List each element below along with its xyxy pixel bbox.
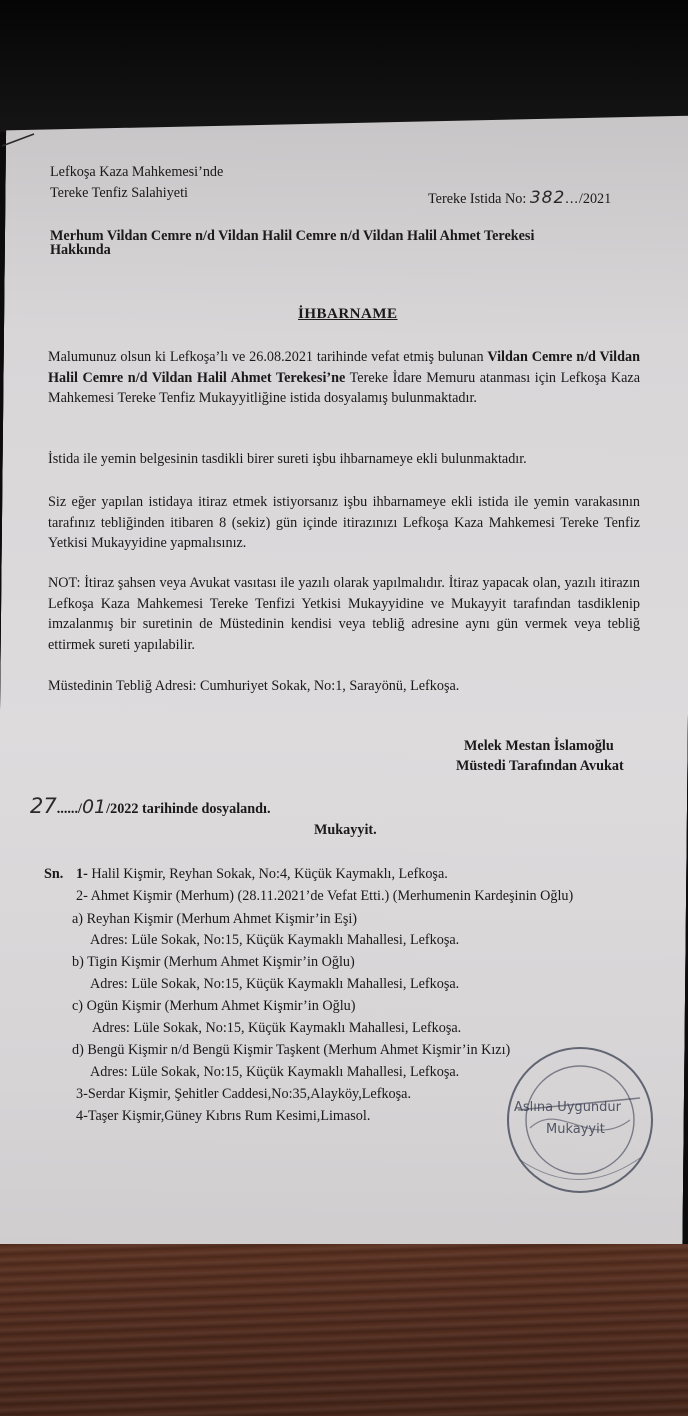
paragraph-1-text-b: Tereke İdare Memuru atanması için Lefkoşa Kaza Mahkemesi Tereke Tenfiz Mukayyitliğine istida dosyalamış bulunmaktadır. [48,369,641,406]
recipient-2a-name: a) Reyhan Kişmir (Merhum Ahmet Kişmir’in Eşi) [72,911,358,927]
recipients-label: Sn. [44,866,64,882]
case-year: /2021 [578,191,612,207]
subject-suffix: Hakkında [50,242,111,258]
paragraph-1-estate-name: Vildan Cemre n/d Vildan Halil Cemre n/d Vildan Halil Ahmet Terekesi’ne [48,349,640,386]
case-number-label: Tereke Istida No: [428,191,527,207]
paragraph-3 [48,492,640,554]
stamp-text-certified: Aslına Uygundur [514,1100,622,1115]
recipient-2d-name: d) Bengü Kişmir n/d Bengü Kişmir Taşkent (Merhum Ahmet Kişmir’in Kızı) [72,1042,511,1058]
recipient-4: 4-Taşer Kişmir,Güney Kıbrıs Rum Kesimi,Limasol. [76,1108,371,1124]
official-stamp [500,1040,660,1200]
recipient-2d-address: Adres: Lüle Sokak, No:15, Küçük Kaymaklı Mahallesi, Lefkoşa. [90,1064,460,1080]
paragraph-3-text: Siz eğer yapılan istidaya itiraz etmek istiyorsanız işbu ihbarnameye ekli istida ile yemin varakasının tarafınız tebliğinden itibaren 8 (sekiz) gün içinde itirazınızı Lefkoşa Kaza Mahkemesi Tereke Tenfiz Yetkisi Mukayyidine yapmalısınız. [48,494,640,551]
recipient-3: 3-Serdar Kişmir, Şehitler Caddesi,No:35,Alayköy,Lefkoşa. [76,1086,411,1102]
court-name: Lefkoşa Kaza Mahkemesi’nde [50,164,224,180]
paragraph-note-text: NOT: İtiraz şahsen veya Avukat vasıtası ile yazılı olarak yapılmalıdır. İtiraz yapacak olan, yazılı itirazın Lefkoşa Kaza Mahkemesi Tereke Tenfizi Yetkisi Mukayyidine ve Mukayyit tarafından tasdiklenip imzalanmış bir suretinin de Müstedinin kendisi veya tebliğ adresine aynı gün vermek veya tebliğ ettirmek sureti yapılabilir. [48,575,640,653]
paragraph-2-text: İstida ile yemin belgesinin tasdikli birer sureti işbu ihbarnameye ekli bulunmaktadır. [48,451,527,467]
stamp-text-registrar: Mukayyit [546,1122,605,1137]
recipient-2a-address: Adres: Lüle Sokak, No:15, Küçük Kaymaklı Mahallesi, Lefkoşa. [90,932,460,948]
recipient-1-text: Halil Kişmir, Reyhan Sokak, No:4, Küçük Kaymaklı, Lefkoşa. [87,866,448,882]
case-number-line: Tereke Istida No: 382.../2021 [428,188,612,208]
court-jurisdiction: Tereke Tenfiz Salahiyeti [50,185,188,201]
recipient-2b-address: Adres: Lüle Sokak, No:15, Küçük Kaymaklı Mahallesi, Lefkoşa. [90,976,460,992]
paragraph-note [48,573,640,655]
filing-day-handwritten: 27 [30,794,57,818]
service-address: Müstedinin Tebliğ Adresi: Cumhuriyet Sokak, No:1, Sarayönü, Lefkoşa. [48,678,460,694]
recipient-2c-address: Adres: Lüle Sokak, No:15, Küçük Kaymaklı Mahallesi, Lefkoşa. [92,1020,462,1036]
filing-date-text: /2022 tarihinde dosyalandı. [106,801,271,817]
filing-month-handwritten: 01 [81,796,107,818]
page-title: İHBARNAME [298,306,398,322]
registrar-label: Mukayyit. [314,822,377,838]
pen-mark-icon [0,128,40,150]
signatory-role: Müstedi Tarafından Avukat [456,758,624,774]
paragraph-1-text-a: Malumunuz olsun ki Lefkoşa’lı ve 26.08.2021 tarihinde vefat etmiş bulunan [48,349,488,365]
recipient-1: 1- Halil Kişmir, Reyhan Sokak, No:4, Küçük Kaymaklı, Lefkoşa. [76,866,448,882]
paragraph-2 [48,449,640,470]
recipient-2b-name: b) Tigin Kişmir (Merhum Ahmet Kişmir’in Oğlu) [72,954,355,970]
case-number-handwritten: 382 [529,188,566,208]
recipient-2c-name: c) Ogün Kişmir (Merhum Ahmet Kişmir’in Oğlu) [72,998,356,1014]
signatory-name: Melek Mestan İslamoğlu [464,738,614,754]
recipient-2: 2- Ahmet Kişmir (Merhum) (28.11.2021’de Vefat Etti.) (Merhumenin Kardeşinin Oğlu) [76,888,574,904]
filing-date-line: 27....../01/2022 tarihinde dosyalandı. [30,794,271,818]
paragraph-1 [48,347,640,409]
subject-line: Merhum Vildan Cemre n/d Vildan Halil Cemre n/d Vildan Halil Ahmet Terekesi [50,228,535,244]
